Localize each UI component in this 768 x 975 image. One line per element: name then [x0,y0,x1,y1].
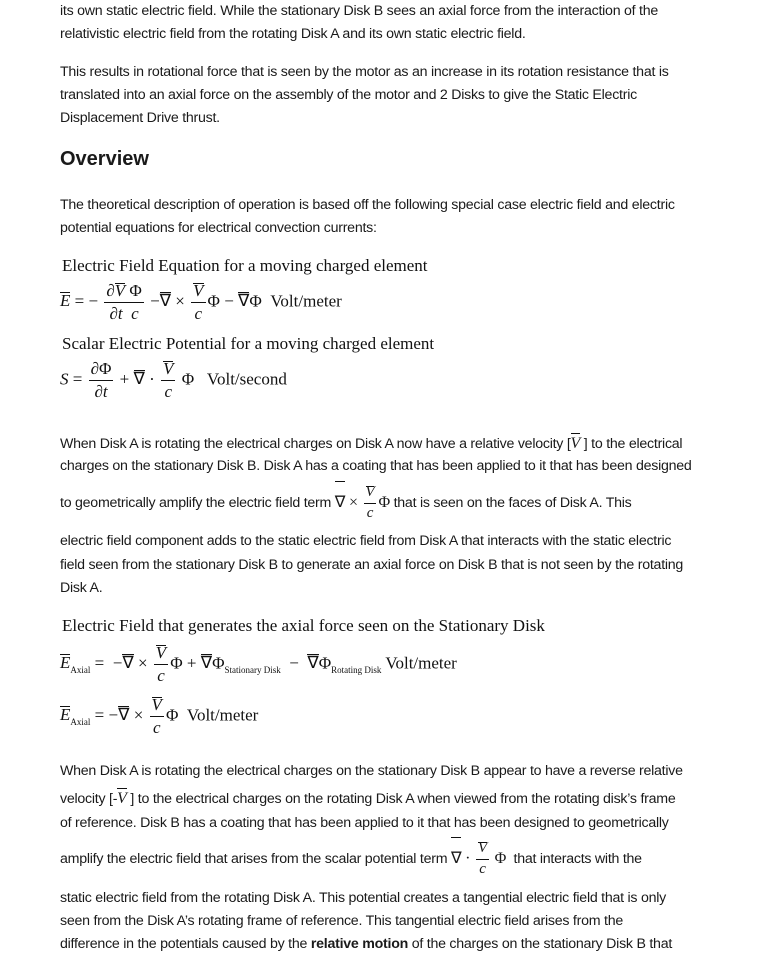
paragraph-line: static electric field from the rotating Disk A. This potential creates a tangential electric field that is only [60,890,666,906]
section-heading: Overview [60,148,149,170]
paragraph-line: potential equations for electrical convection currents: [60,220,377,236]
equation-unit: Volt/meter [385,653,457,673]
bold-phrase: relative motion [310,936,409,952]
paragraph-line: When Disk A is rotating the electrical charges on Disk A now have a relative velocity [V ] to the electrical [60,432,724,457]
paragraph-line: its own static electric field. While the stationary Disk B sees an axial force from the interaction of the [60,3,659,19]
paragraph-line: electric field component adds to the static electric field from Disk A that interacts with the static electric [60,533,672,549]
axial-field-equation: $E_{Axial}$ = −∇ × $\frac{V}{c}$ $\Phi + \nabla\Phi_{Stationary Disk} - \nabla\Phi_{Rotating Disk}$ Volt/meter [60,643,457,685]
equation-unit: Volt/meter [270,291,342,311]
paragraph-line: Disk A. [60,580,103,596]
paragraph-line: When Disk A is rotating the electrical charges on the stationary Disk B appear to have a reverse relative [60,763,683,779]
electric-field-equation: E = − $\frac{\text{∂V Φ}}{\text{∂t c}}$ −∇ × $\frac{V}{c}$ Φ − ∇Φ Volt/meter [60,281,342,323]
equation-title: Electric Field that generates the axial force seen on the Stationary Disk [62,616,545,635]
equation-unit: Volt/meter [186,705,259,725]
paragraph-line: relativistic electric field from the rotating Disk A and its own static electric field. [60,26,526,42]
equation-unit: Volt/second [206,369,287,389]
paragraph-line: velocity [-V ] to the electrical charges on the rotating Disk A when viewed from the rotating disk’s frame [60,787,724,812]
paragraph-line: seen from the Disk A’s rotating frame of reference. This tangential electric field arises from the [60,913,623,929]
paragraph-line: amplify the electric field that arises from the scalar potential term ∇ · $\frac{V}{c}$ Φ that interacts with the [60,836,724,882]
paragraph-line: charges on the stationary Disk B. Disk A has a coating that has been applied to it that has been designed [60,458,692,474]
paragraph-line: The theoretical description of operation is based off the following special case electric field and electric [60,197,675,213]
axial-field-simplified-equation: $E_{Axial}$ = −∇ × $\frac{V}{c}$ Φ Volt/meter [60,695,259,737]
paragraph-line: This results in rotational force that is seen by the motor as an increase in its rotation resistance that is [60,64,669,80]
paragraph-line: translated into an axial force on the assembly of the motor and 2 Disks to give the Static Electric [60,87,637,103]
paragraph-line: to geometrically amplify the electric field term ∇ × $\frac{V}{c}$ Φ that is seen on the faces of Disk A. This [60,480,724,526]
paragraph-line: Displacement Drive thrust. [60,110,220,126]
paragraph-line: field seen from the stationary Disk B to generate an axial force on Disk B that is not seen by the rotating [60,557,684,573]
paragraph-line: difference in the potentials caused by the relative motion of the charges on the stationary Disk B that [60,936,673,952]
scalar-potential-equation: S = $\frac{\partial\Phi}{\partial t}$ + ∇ · $\frac{V}{c}$ Φ Volt/second [60,359,287,401]
paragraph-line: of reference. Disk B has a coating that has been applied to it that has been designed to geometrically [60,815,669,831]
equation-title: Electric Field Equation for a moving charged element [62,256,428,275]
equation-title: Scalar Electric Potential for a moving charged element [62,334,435,353]
